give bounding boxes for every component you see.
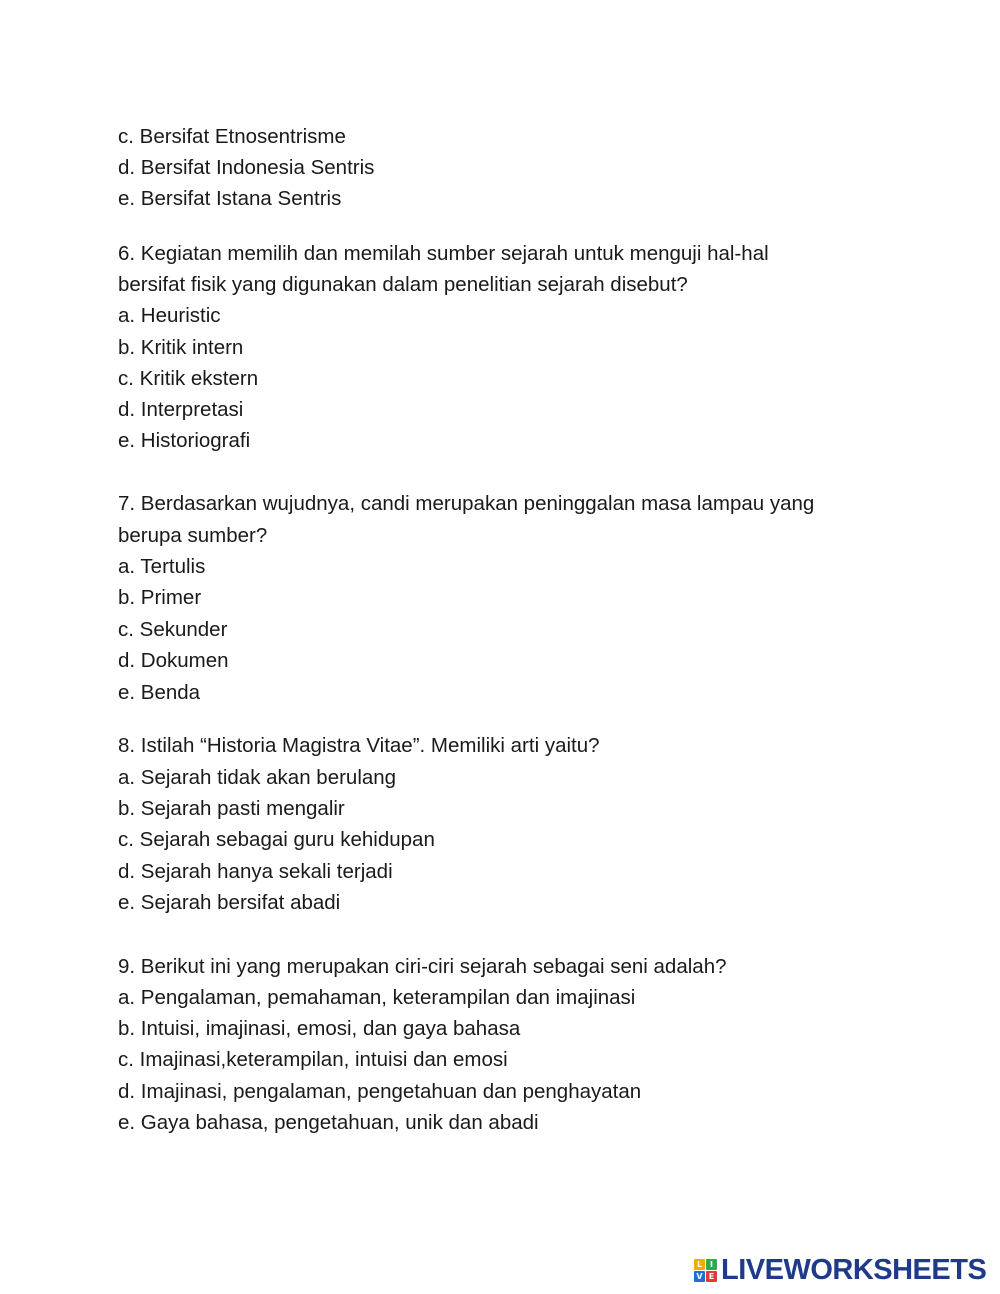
liveworksheets-logo: [694, 1254, 987, 1286]
text-line: 7. Berdasarkan wujudnya, candi merupakan peninggalan masa lampau yang: [118, 492, 815, 515]
logo-mark-letter: E: [706, 1271, 717, 1282]
text-line: 8. Istilah “Historia Magistra Vitae”. Memiliki arti yaitu?: [118, 734, 600, 757]
text-line: bersifat fisik yang digunakan dalam penelitian sejarah disebut?: [118, 273, 688, 296]
text-line: b. Primer: [118, 586, 202, 609]
text-line: d. Dokumen: [118, 649, 229, 672]
text-line: d. Bersifat Indonesia Sentris: [118, 156, 375, 179]
logo-mark-letter: I: [706, 1259, 717, 1270]
text-line: 6. Kegiatan memilih dan memilah sumber sejarah untuk menguji hal-hal: [118, 242, 769, 265]
text-line: d. Sejarah hanya sekali terjadi: [118, 860, 393, 883]
text-line: e. Bersifat Istana Sentris: [118, 187, 342, 210]
text-line: c. Imajinasi,keterampilan, intuisi dan emosi: [118, 1048, 508, 1071]
logo-mark-letter: L: [694, 1259, 705, 1270]
text-line: c. Bersifat Etnosentrisme: [118, 125, 346, 148]
text-line: a. Pengalaman, pemahaman, keterampilan dan imajinasi: [118, 986, 636, 1009]
text-line: e. Sejarah bersifat abadi: [118, 891, 341, 914]
logo-text: LIVEWORKSHEETS: [721, 1254, 987, 1286]
text-line: a. Sejarah tidak akan berulang: [118, 766, 397, 789]
text-line: c. Sekunder: [118, 618, 228, 641]
text-line: 9. Berikut ini yang merupakan ciri-ciri sejarah sebagai seni adalah?: [118, 955, 727, 978]
logo-mark-letter: V: [694, 1271, 705, 1282]
text-line: berupa sumber?: [118, 524, 268, 547]
text-line: e. Benda: [118, 681, 201, 704]
text-line: b. Kritik intern: [118, 336, 244, 359]
text-line: d. Interpretasi: [118, 398, 244, 421]
text-line: c. Kritik ekstern: [118, 367, 259, 390]
text-line: a. Heuristic: [118, 304, 221, 327]
logo-mark-icon: [694, 1259, 717, 1282]
text-line: b. Sejarah pasti mengalir: [118, 797, 345, 820]
text-line: e. Historiografi: [118, 429, 251, 452]
text-line: e. Gaya bahasa, pengetahuan, unik dan abadi: [118, 1111, 539, 1134]
text-line: a. Tertulis: [118, 555, 206, 578]
text-line: b. Intuisi, imajinasi, emosi, dan gaya bahasa: [118, 1017, 521, 1040]
text-line: d. Imajinasi, pengalaman, pengetahuan dan penghayatan: [118, 1080, 642, 1103]
text-line: c. Sejarah sebagai guru kehidupan: [118, 828, 435, 851]
